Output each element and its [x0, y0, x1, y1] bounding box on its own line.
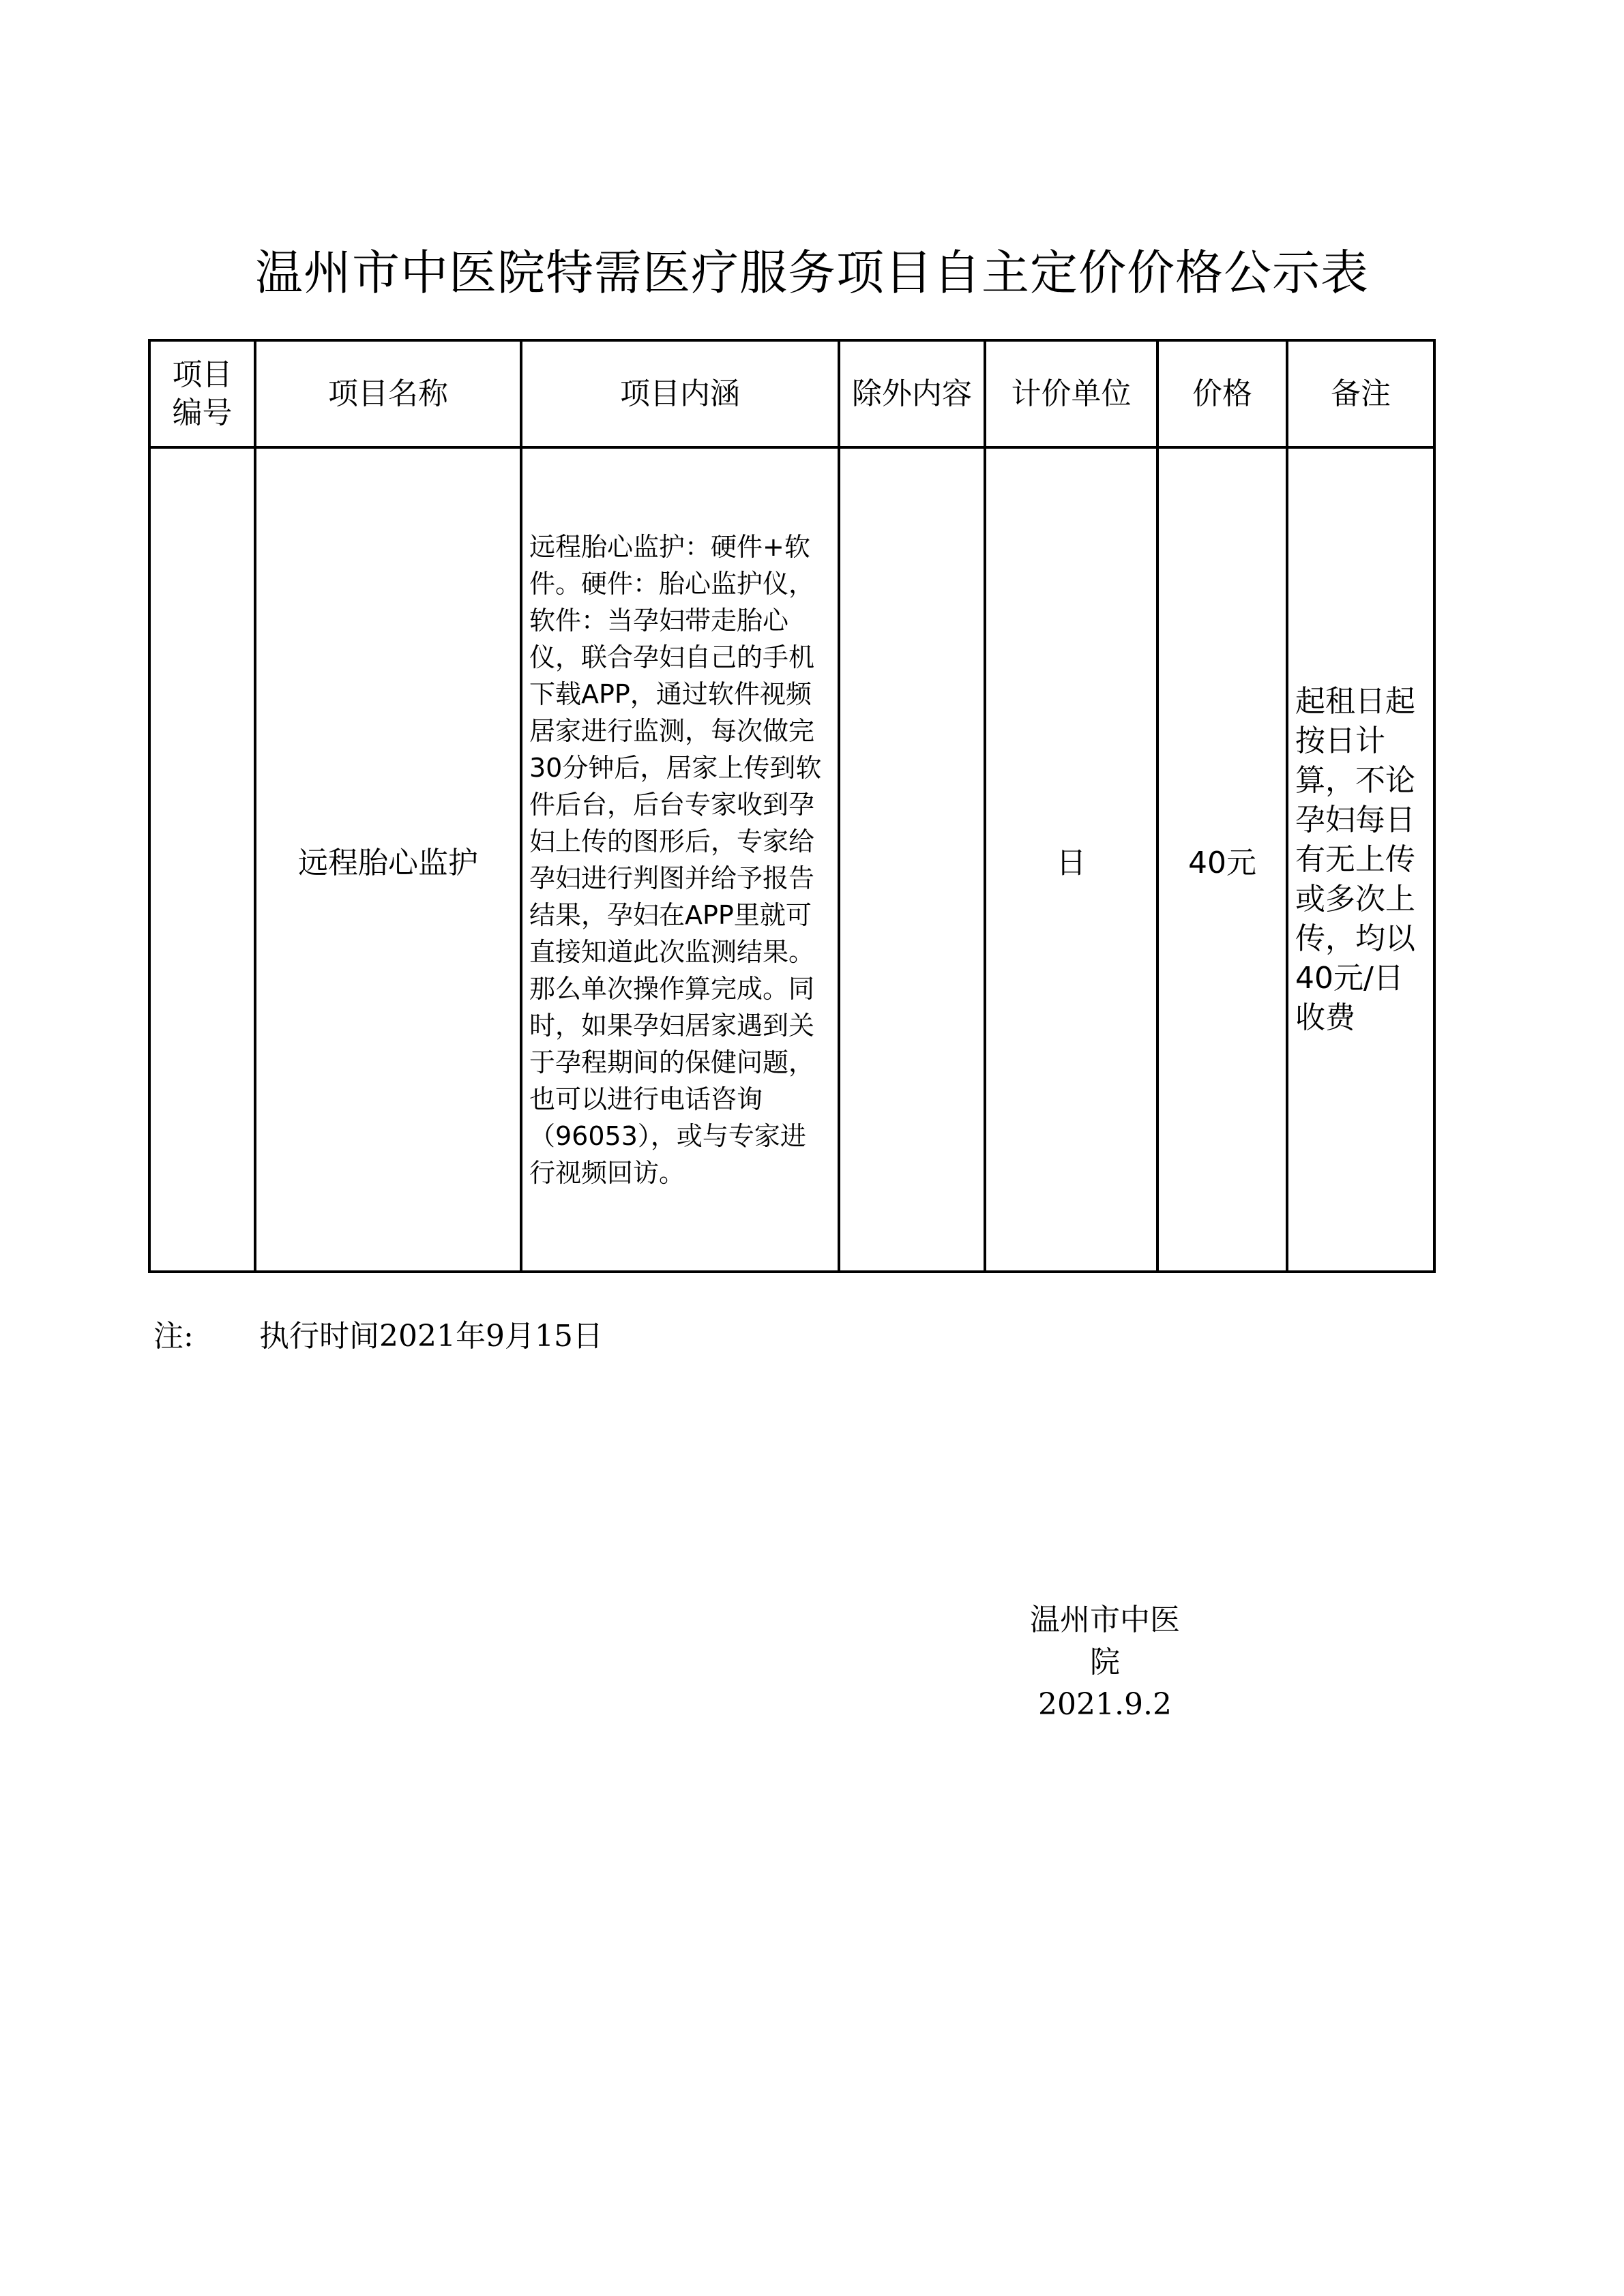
price-table [148, 339, 1436, 1273]
header-name: 项目名称 [255, 340, 521, 447]
signature-block [1023, 1599, 1187, 1726]
header-code: 项目编号 [149, 340, 255, 447]
header-excluded: 除外内容 [839, 340, 985, 447]
cell-unit: 日 [985, 447, 1157, 1272]
header-price: 价格 [1157, 340, 1287, 447]
table-row [149, 447, 1434, 1272]
cell-remark: 起租日起按日计算，不论孕妇每日有无上传或多次上传，均以40元/日收费 [1287, 447, 1434, 1272]
header-content: 项目内涵 [521, 340, 839, 447]
header-unit: 计价单位 [985, 340, 1157, 447]
cell-content: 远程胎心监护：硬件+软件。硬件：胎心监护仪，软件：当孕妇带走胎心仪，联合孕妇自己的手机下载APP，通过软件视频居家进行监测，每次做完30分钟后，居家上传到软件后台，后台专家收到孕妇上传的图形后，专家给孕妇进行判图并给予报告结果，孕妇在APP里就可直接知道此次监测结果。那么单次操作算完成。同时，如果孕妇居家遇到关于孕程期间的保健问题，也可以进行电话咨询（96053），或与专家进行视频回访。 [521, 447, 839, 1272]
footnote-text: 执行时间2021年9月15日 [259, 1319, 603, 1354]
footnote [153, 1316, 603, 1357]
cell-excluded [839, 447, 985, 1272]
table-header-row [149, 340, 1434, 447]
cell-name: 远程胎心监护 [255, 447, 521, 1272]
signature-org: 温州市中医院 [1030, 1602, 1180, 1680]
footnote-label: 注: [153, 1319, 194, 1354]
page-title: 温州市中医院特需医疗服务项目自主定价价格公示表 [255, 245, 1369, 301]
header-remark: 备注 [1287, 340, 1434, 447]
signature-date: 2021.9.2 [1038, 1687, 1172, 1722]
cell-price: 40元 [1157, 447, 1287, 1272]
cell-code [149, 447, 255, 1272]
